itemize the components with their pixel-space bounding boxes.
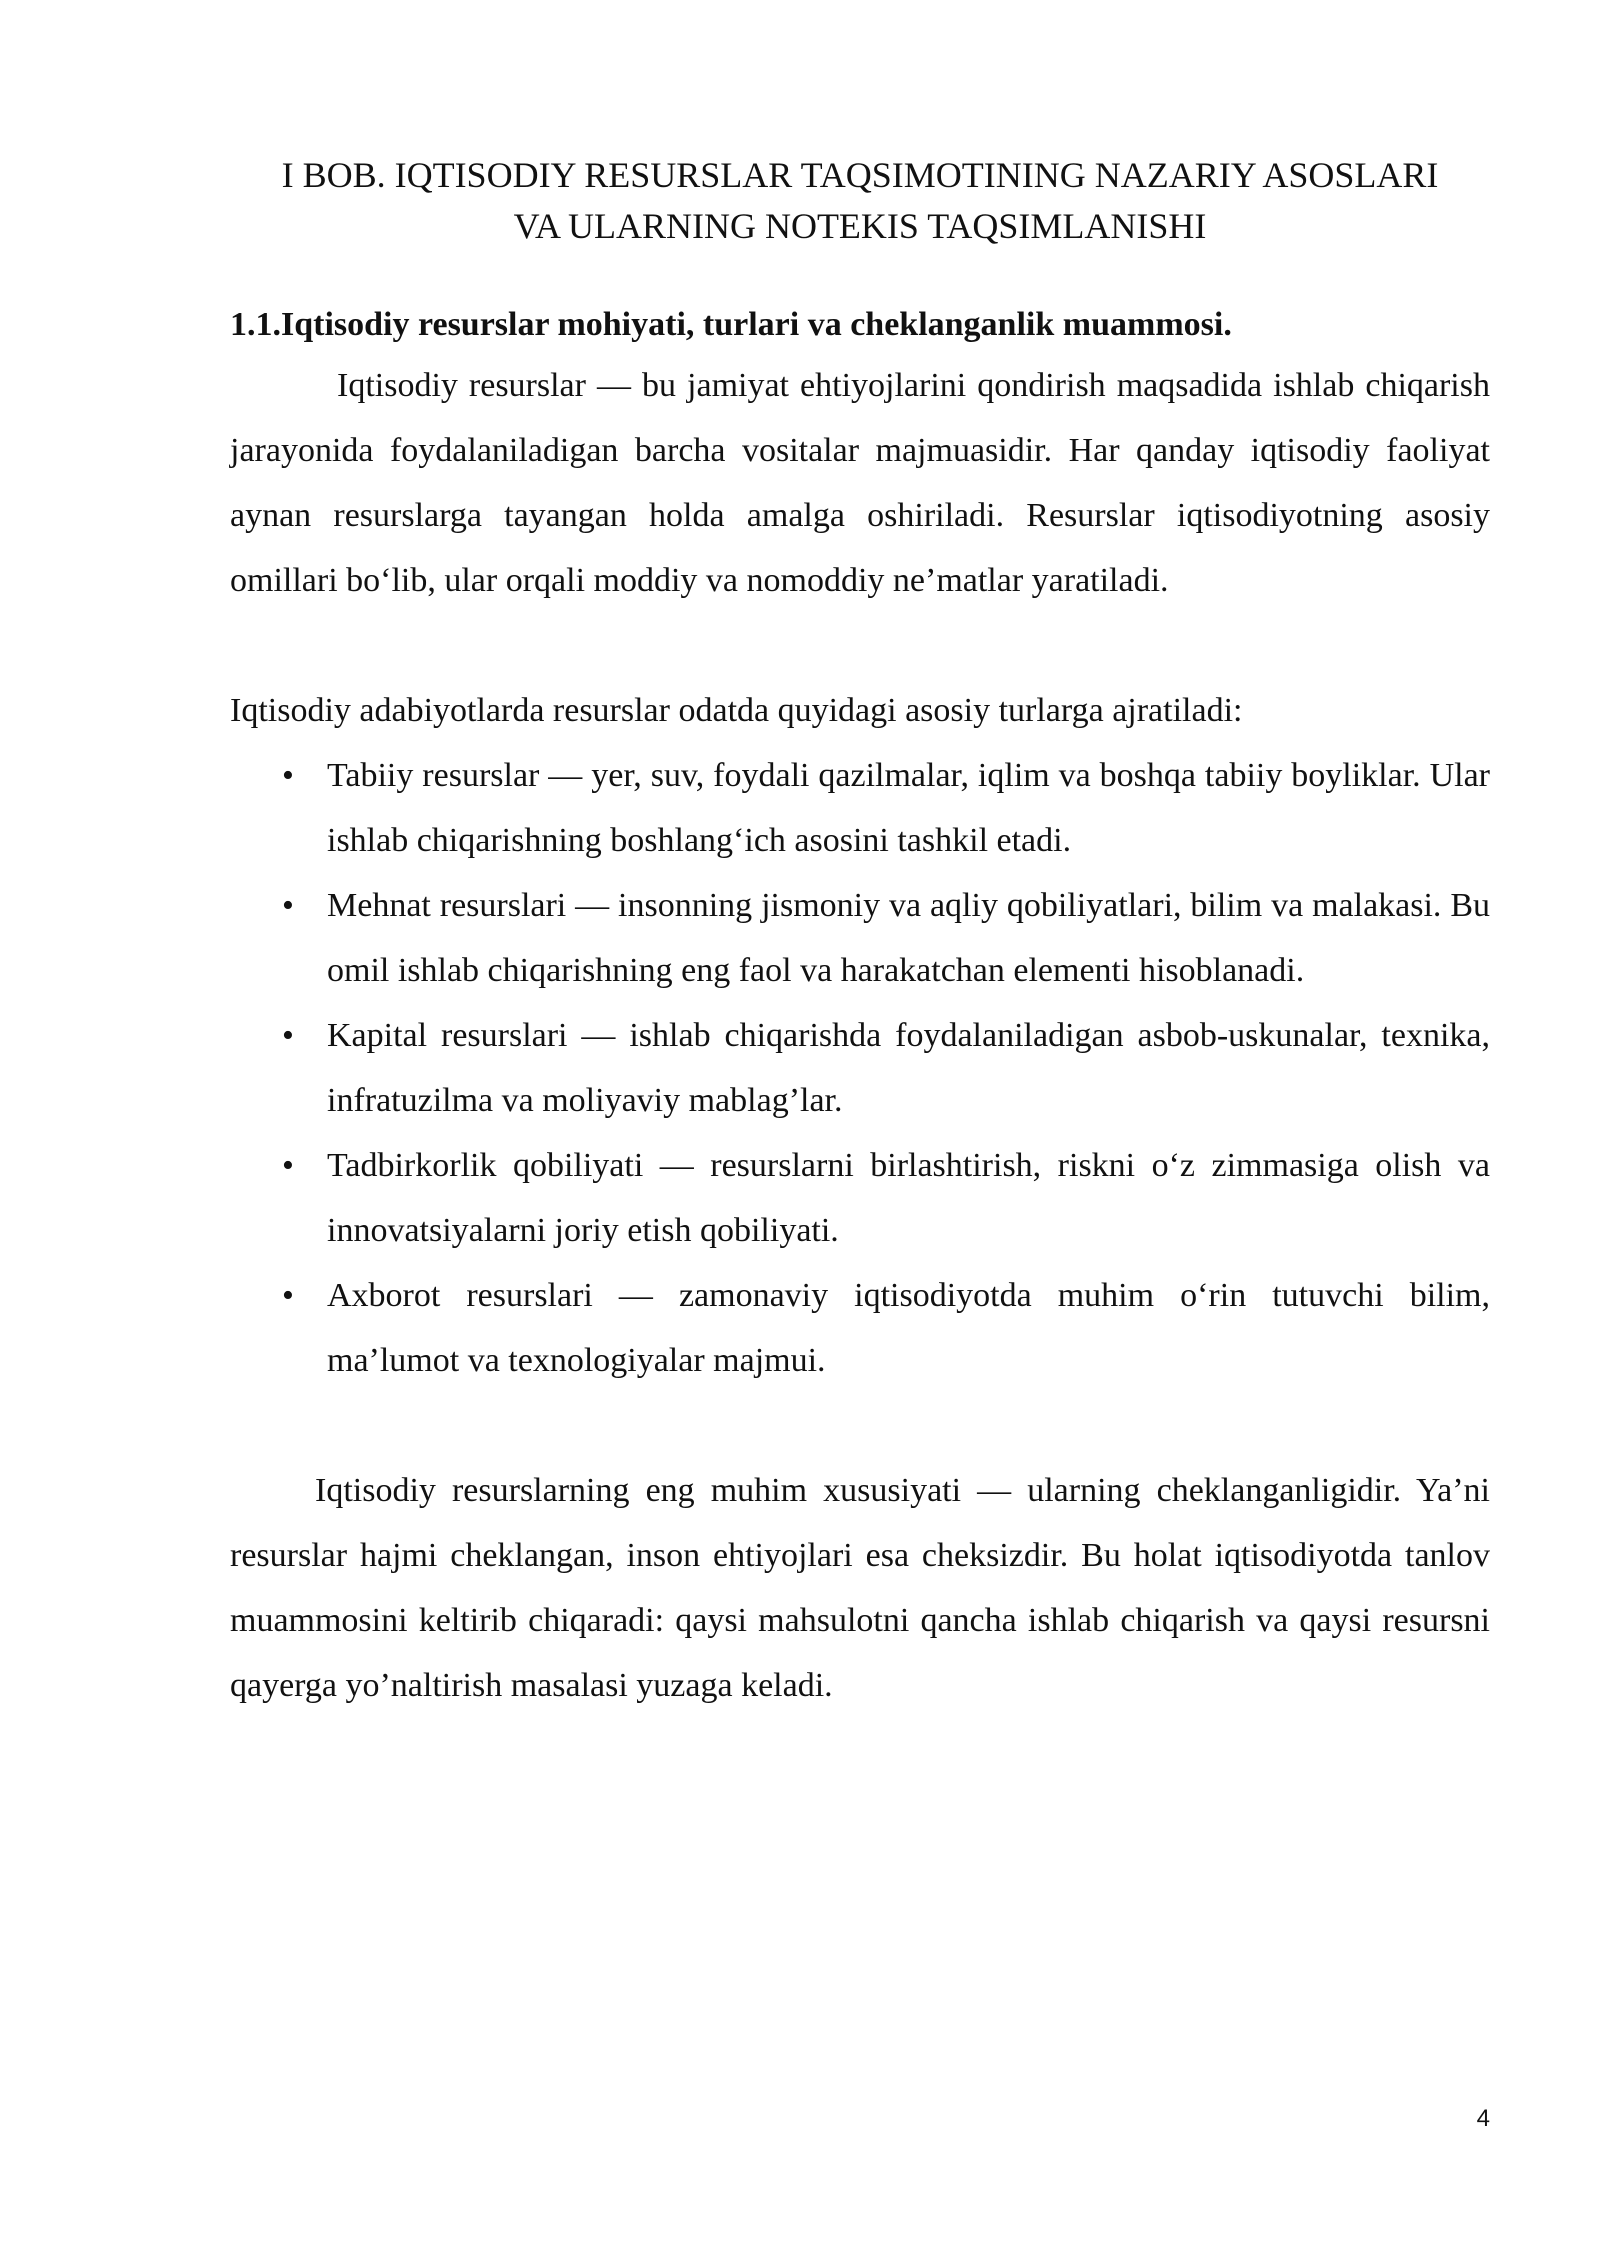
chapter-title xyxy=(230,150,1490,252)
chapter-title-line-1: I BOB. IQTISODIY RESURSLAR TAQSIMOTINING NAZARIY ASOSLARI xyxy=(281,155,1439,195)
list-item xyxy=(230,873,1490,1003)
list-item-text: Mehnat resurslari — insonning jismoniy va aqliy qobiliyatlari, bilim va malakasi. Bu omil ishlab chiqarishning eng faol va harakatchan elementi hisoblanadi. xyxy=(327,887,1490,989)
list-item xyxy=(230,1263,1490,1393)
list-item-text: Tabiiy resurslar — yer, suv, foydali qazilmalar, iqlim va boshqa tabiiy boyliklar. Ular ishlab chiqarishning boshlang‘ich asosini tashkil etadi. xyxy=(327,757,1490,859)
page-number: 4 xyxy=(1476,2105,1490,2132)
bullet-icon: • xyxy=(282,887,294,924)
paragraph-scarcity: Iqtisodiy resurslarning eng muhim xususiyati — ularning cheklanganligidir. Ya’ni resurslar hajmi cheklangan, inson ehtiyojlari esa cheksizdir. Bu holat iqtisodiyotda tanlov muammosini keltirib chiqaradi: qaysi mahsulotni qancha ishlab chiqarish va qaysi resursni qayerga yo’naltirish masalasi yuzaga keladi. xyxy=(230,1472,1490,1704)
list-item xyxy=(230,1133,1490,1263)
bullet-icon: • xyxy=(282,1017,294,1054)
bullet-icon: • xyxy=(282,1147,294,1184)
paragraph-definition: Iqtisodiy resurslar — bu jamiyat ehtiyojlarini qondirish maqsadida ishlab chiqarish jarayonida foydalaniladigan barcha vositalar majmuasidir. Har qanday iqtisodiy faoliyat aynan resurslarga tayangan holda amalga oshiriladi. Resurslar iqtisodiyotning asosiy omillari bo‘lib, ular orqali moddiy va nomoddiy ne’matlar yaratiladi. xyxy=(230,367,1490,599)
list-item-text: Kapital resurslari — ishlab chiqarishda foydalaniladigan asbob-uskunalar, texnika, infratuzilma va moliyaviy mablag’lar. xyxy=(327,1017,1490,1119)
chapter-title-line-2: VA ULARNING NOTEKIS TAQSIMLANISHI xyxy=(513,206,1207,246)
section-heading: 1.1.Iqtisodiy resurslar mohiyati, turlari va cheklanganlik muammosi. xyxy=(230,306,1232,343)
list-item-text: Tadbirkorlik qobiliyati — resurslarni birlashtirish, riskni o‘z zimmasiga olish va innovatsiyalarni joriy etish qobiliyati. xyxy=(327,1147,1490,1249)
bullet-icon: • xyxy=(282,757,294,794)
paragraph-types-intro: Iqtisodiy adabiyotlarda resurslar odatda quyidagi asosiy turlarga ajratiladi: xyxy=(230,692,1243,729)
list-item-text: Axborot resurslari — zamonaviy iqtisodiyotda muhim o‘rin tutuvchi bilim, ma’lumot va texnologiyalar majmui. xyxy=(327,1277,1490,1379)
resource-types-list xyxy=(230,743,1490,1393)
bullet-icon: • xyxy=(282,1277,294,1314)
list-item xyxy=(230,743,1490,873)
list-item xyxy=(230,1003,1490,1133)
